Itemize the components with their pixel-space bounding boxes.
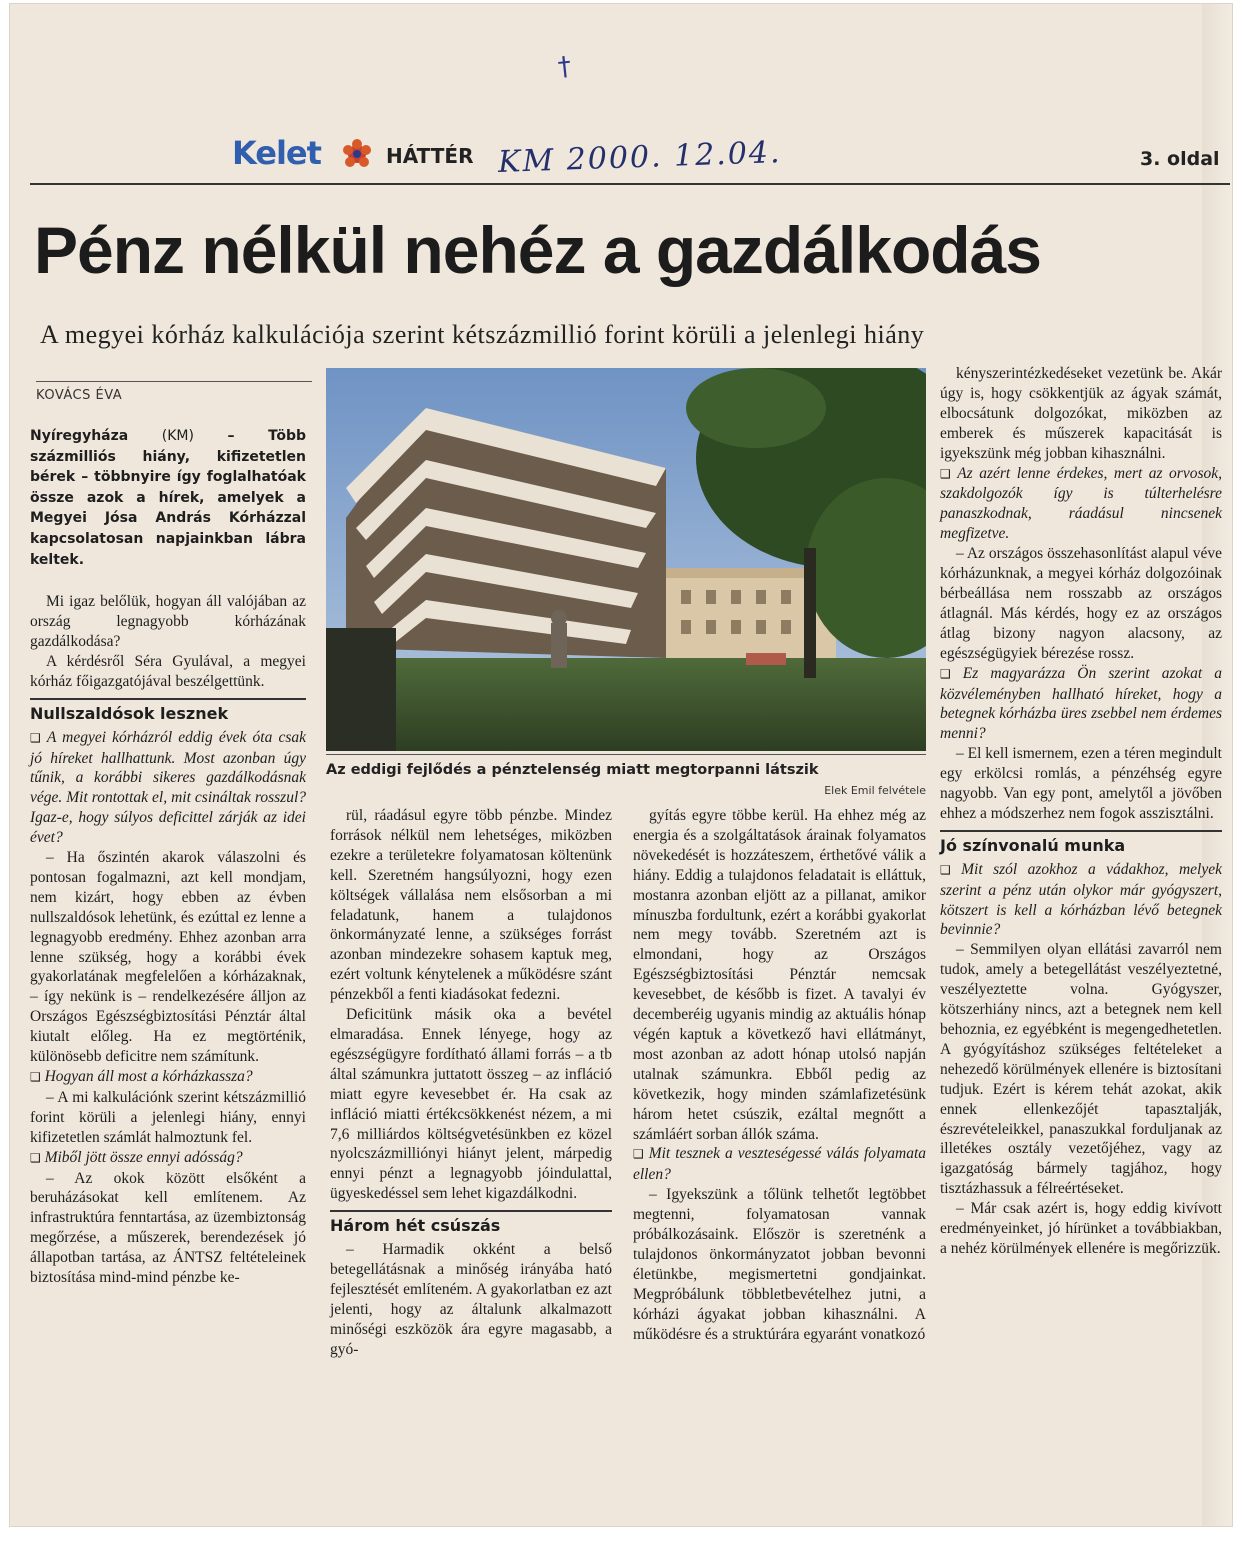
article-paragraph: – Semmilyen olyan ellátási zavarról nem tudok, amely a betegellátást veszélyeztetné, veszélyeztette volna. Gyógyszer, kötszerhiány nincs, azt a betegnek nem kell behoznia, ez egyébként is megengedhetetlen. A gyógyításhoz szükséges feltételeket a nehezedő körülmények ellenére is biztosítani tudjuk. Ezért is kérem tehát azokat, akik ennek ellenkezőjét tapasztalják, észrevételeikkel, panaszukkal forduljanak az illetékes osztály vezetőjéhez, vagy az igazgatóság bármely tagjához, hogy tisztázhassuk a félreértéseket. xyxy=(940,941,1222,1198)
article-paragraph: gyítás egyre többe kerül. Ha ehhez még az energia és a szolgáltatások árainak folyamatos növekedését is hozzáteszem, érthetővé válik a hiány. Eddig a tulajdonos feladatait is elláttuk, mostanra azonban eljött az a pillanat, amikor mínuszba fordultunk, ezért a korábbi gyakorlat nem megy tovább. Szeretném azt is elmondani, hogy az Országos Egészségbiztosítási Pénztár nemcsak kevesebbet, de később is fizet. A tavalyi év decemberéig ugyanis mindig az aktuális hónap végén kaptuk a következő havi ellátmányt, most azonban az adott hónap utolsó napján utalnak számunkra. Ebből pedig az következik, hogy minden számlafizetésünk három hetet csúszik, ezáltal megnőtt a számláért sorban állók száma. xyxy=(633,807,926,1143)
article-paragraph: – Igyekszünk a tőlünk telhetőt legtöbbet megtenni, folyamatosan vannak próbálkozásaink. Először is szeretnénk a tulajdonos önkormányzatot jobban bevonni életünkbe, megismertetni gondjainkat. Megpróbálunk többletbevételhez jutni, a kórházi ágyakat jobban kihasználni. A működésre és a struktúrára egyaránt vonatkozó xyxy=(633,1186,926,1343)
article-paragraph: kényszerintézkedéseket vezetünk be. Akár úgy is, hogy csökkentjük az ágyak számát, elbocsátunk dolgozókat, miközben az emberek és műszerek kapacitását is igyekszünk még jobban kihasználni. xyxy=(940,365,1222,462)
lead-place: Nyíregyháza xyxy=(30,428,129,444)
column-2 xyxy=(330,806,612,1359)
interview-question xyxy=(940,664,1222,745)
photo-credit: Elek Emil felvétele xyxy=(824,784,926,797)
handwritten-date: KM 2000. 12.04. xyxy=(497,135,783,180)
article-paragraph: – Már csak azért is, hogy eddig kivívott eredményeinket, jó hírünket a továbbiakban, a nehéz körülmények ellenére is megőrizzük. xyxy=(940,1200,1222,1257)
article-paragraph: Deficitünk másik oka a bevétel elmaradása. Ennek lényege, hogy az egészségügyre fordítható állami forrás – a tb által számunkra juttatott összeg – az infláció miatt egyre kevesebbet ér. Ha csak az infláció miatti értékcsökkenést nézem, a mi 7,6 milliárdos költségvetésünkben ez közel nyolcszázmilliónyi hiányt jelent, márpedig ennyi pénzt a legnagyobb jóindulattal, ügyeskedéssel sem lehet kigazdálkodni. xyxy=(330,1006,612,1203)
coat-of-arms-icon xyxy=(339,138,375,170)
byline: KOVÁCS ÉVA xyxy=(36,381,312,403)
page-number: 3. oldal xyxy=(1140,148,1220,170)
section-subtitle: Három hét csúszás xyxy=(330,1210,612,1236)
interview-question xyxy=(30,728,306,848)
article-title: Pénz nélkül nehéz a gazdálkodás xyxy=(34,213,1041,287)
hospital-building-photo xyxy=(326,368,926,751)
interview-question xyxy=(633,1144,926,1185)
lead-paragraph xyxy=(30,426,306,570)
header-rule xyxy=(30,183,1230,185)
article-paragraph: rül, ráadásul egyre több pénzbe. Mindez források nélkül nem lehetséges, miközben ezekre a területekre folyamatosan költenünk kell. Szeretném hangsúlyozni, hogy ezen költségek vállalása nem elsősorban a mi feladatunk, hanem a tulajdonos önkormányzaté lenne, a szükséges forrást azonban mindezekre sohasem kaptuk meg, ezért voltunk kénytelenek a működésre szánt pénzekből a fenti kiadásokat fedezni. xyxy=(330,807,612,1004)
question-text: A megyei kórházról eddig évek óta csak jó híreket hallhattunk. Most azonban úgy tűnik, a korábbi sikeres gazdálkodásnak vége. Mit rontottak el, mit csináltak rosszul? Igaz-e, hogy súlyos deficittel zárják az idei évet? xyxy=(30,728,306,847)
lead-text: – Több százmilliós hiány, kifizetetlen bérek – többnyire így foglalhatóak össze azok a hírek, amelyek a Megyei Jósa András Kórházzal kapcsolatosan napjainkban lábra keltek. xyxy=(30,428,307,568)
column-1 xyxy=(30,426,306,1288)
question-text: Miből jött össze ennyi adósság? xyxy=(44,1148,243,1166)
section-subtitle: Jó színvonalú munka xyxy=(940,830,1222,856)
question-box-icon: ❑ xyxy=(940,466,958,481)
article-paragraph: A kérdésről Séra Gyulával, a megyei kórház főigazgatójával beszélgettünk. xyxy=(30,652,306,690)
photo-caption: Az eddigi fejlődés a pénztelenség miatt megtorpanni látszik xyxy=(326,762,819,778)
interview-question xyxy=(30,1067,306,1088)
lead-agency: (KM) xyxy=(161,428,194,444)
handwritten-mark: † xyxy=(556,51,573,83)
interview-question xyxy=(940,860,1222,941)
question-text: Mit szól azokhoz a vádakhoz, melyek szerint a pénz után olykor már gyógyszert, kötszert is kell a kórházban lévő betegnek bevinnie? xyxy=(940,860,1222,939)
article-subtitle: A megyei kórház kalkulációja szerint kétszázmillió forint körüli a jelenlegi hiány xyxy=(40,320,925,349)
question-box-icon: ❑ xyxy=(633,1147,649,1162)
article-paragraph: – Harmadik okként a belső betegellátásnak a minőség irányába ható fejlesztését említeném. A gyakorlatban ez azt jelenti, hogy az általunk alkalmazott minőségi eszközök ára egyre magasabb, a gyó- xyxy=(330,1241,612,1358)
question-text: Ez magyarázza Ön szerint azokat a közvéleményben hallható híreket, hogy a betegnek kórházba üres zsebbel nem érdemes menni? xyxy=(940,664,1222,743)
section-subtitle: Nullszaldósok lesznek xyxy=(30,698,306,724)
newspaper-clipping xyxy=(10,4,1232,1526)
column-4 xyxy=(940,364,1222,1259)
article-paragraph: Mi igaz belőlük, hogyan áll valójában az ország legnagyobb kórházának gazdálkodása? xyxy=(30,593,306,650)
caption-rule xyxy=(326,754,926,755)
article-paragraph: – A mi kalkulációnk szerint kétszázmillió forint körüli a jelenlegi hiány, ennyi kifizetetlen számlát halmoztunk fel. xyxy=(30,1088,306,1146)
interview-question xyxy=(30,1148,306,1169)
question-box-icon: ❑ xyxy=(30,730,47,745)
question-box-icon: ❑ xyxy=(30,1070,45,1084)
question-text: Az azért lenne érdekes, mert az orvosok, szakdolgozók így is túlterhelésre panaszkodnak, ráadásul nincsenek megfizetve. xyxy=(940,464,1223,543)
question-text: Hogyan áll most a kórházkassza? xyxy=(44,1068,253,1085)
question-box-icon: ❑ xyxy=(30,1150,45,1165)
question-box-icon: ❑ xyxy=(940,666,963,681)
interview-question xyxy=(940,464,1222,545)
article-paragraph: – El kell ismernem, ezen a téren megindult egy erkölcsi romlás, a pénzéhség egyre nagyobb. Van egy pont, amelytől a jövőben ehhez a módszerhez nem fogok asszisztálni. xyxy=(940,745,1222,822)
question-box-icon: ❑ xyxy=(940,862,962,877)
column-3 xyxy=(633,806,926,1344)
article-paragraph: – Az országos összehasonlítást alapul véve kórházunknak, a megyei kórház dolgozóinak bérbeállása nem rosszabb az országos átlagnál. Más kérdés, hogy ez az országos átlag bizony nagyon alacsony, az egészségügyiek bérezése rossz. xyxy=(940,545,1222,662)
question-text: Mit tesznek a veszteségessé válás folyamata ellen? xyxy=(633,1145,926,1184)
kelet-logo: Kelet xyxy=(232,134,321,172)
article-paragraph: – Ha őszintén akarok válaszolni és pontosan fogalmazni, azt kell mondjam, nem kizárt, hogy ebben az évben nullszaldósok lehetünk, és ezúttal ez lenne a legnagyobb eredmény. Ehhez azonban arra lenne szükség, hogy a korábbi évek gyakorlatának megfelelően a kórházaknak, – így nekünk is – rendelkezésére álljon az Országos Egészségbiztosítási Pénztár által kiutalt előleg. Ha ez megtörténik, különösebb deficitre nem számítunk. xyxy=(30,849,306,1066)
section-label: HÁTTÉR xyxy=(386,144,474,168)
article-paragraph: – Az okok között elsőként a beruházásokat kell említenem. Az infrastruktúra fenntartása, az üzembiztonság megőrzése, a műszerek, berendezések jó állapotban tartása, az ÁNTSZ feltételeinek biztosítása mind-mind pénzbe ke- xyxy=(30,1169,306,1287)
